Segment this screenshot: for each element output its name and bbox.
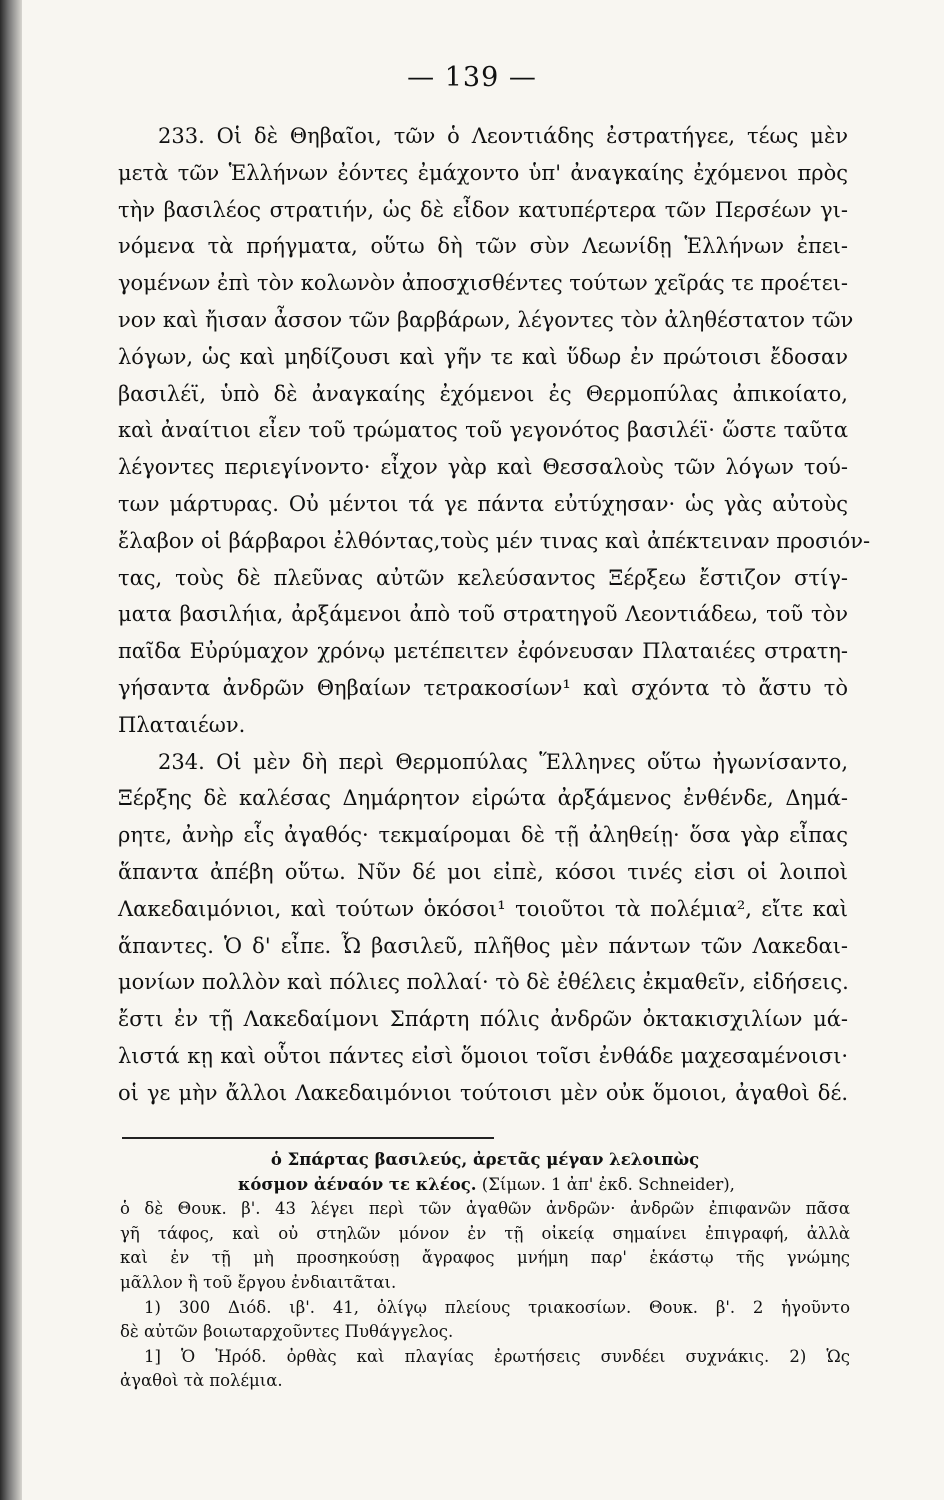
note-line: 1] Ὁ Ἡρόδ. ὀρθὰς καὶ πλαγίας ἐρωτήσεις συνδέει συχνάκις. 2) Ὡς bbox=[144, 1346, 850, 1366]
note-line: καὶ ἐν τῇ μὴ προσηκούσῃ ἄγραφος μνήμη παρ' ἑκάστῳ τῆς γνώμης bbox=[120, 1248, 850, 1268]
text-line: νον καὶ ἤισαν ἆσσον τῶν βαρβάρων, λέγοντες τὸν ἀληθέστατον τῶν bbox=[118, 307, 854, 332]
text-line: 234. Οἱ μὲν δὴ περὶ Θερμοπύλας Ἕλληνες οὕτω ἠγωνίσαντο, bbox=[158, 749, 848, 774]
main-text bbox=[118, 118, 871, 1112]
text-line: λιστά κῃ καὶ οὗτοι πάντες εἰσὶ ὅμοιοι τοῖσι ἐνθάδε μαχεσαμένοισι· bbox=[118, 1043, 848, 1068]
text-line: παῖδα Εὐρύμαχον χρόνῳ μετέπειτεν ἐφόνευσαν Πλαταιέες στρατη- bbox=[118, 639, 848, 664]
note-line: δὲ αὐτῶν βοιωταρχοῦντες Πυθάγγελος. bbox=[120, 1322, 454, 1342]
footnote-rule bbox=[122, 1137, 494, 1139]
text-line: ματα βασιλήια, ἀρξάμενοι ἀπὸ τοῦ στρατηγοῦ Λεοντιάδεω, τοῦ τὸν bbox=[118, 602, 848, 627]
text-line: ἔλαβον οἱ βάρβαροι ἐλθόντας,τοὺς μέν τινας καὶ ἀπέκτειναν προσιόν- bbox=[118, 528, 871, 553]
note-line: γῆ τάφος, καὶ οὐ στηλῶν μόνον ἐν τῇ οἰκείᾳ σημαίνει ἐπιγραφή, ἀλλὰ bbox=[120, 1223, 850, 1243]
text-line: λέγοντες περιεγίνοντο· εἶχον γὰρ καὶ Θεσσαλοὺς τῶν λόγων τού- bbox=[118, 455, 848, 480]
text-line: ἅπαντα ἀπέβη οὕτω. Νῦν δέ μοι εἰπὲ, κόσοι τινές εἰσι οἱ λοιποὶ bbox=[118, 859, 848, 884]
text-line: βασιλέϊ, ὑπὸ δὲ ἀναγκαίης ἐχόμενοι ἐς Θερμοπύλας ἀπικοίατο, bbox=[118, 381, 848, 406]
note-line: 1) 300 Διόδ. ιβ'. 41, ὀλίγῳ πλείους τριακοσίων. Θουκ. β'. 2 ἡγοῦντο bbox=[144, 1297, 850, 1317]
note-line: ἀγαθοὶ τὰ πολέμια. bbox=[120, 1371, 283, 1391]
quote-line bbox=[120, 1173, 850, 1198]
page-binding-shadow bbox=[0, 0, 22, 1500]
quote-source: (Σίμων. 1 ἀπ' ἐκδ. Schneider), bbox=[481, 1174, 735, 1194]
text-line: τὴν βασιλέος στρατιήν, ὡς δὲ εἶδον κατυπέρτερα τῶν Περσέων γι- bbox=[118, 197, 848, 222]
text-line: Ξέρξης δὲ καλέσας Δημάρητον εἰρώτα ἀρξάμενος ἐνθένδε, Δημά- bbox=[118, 786, 848, 811]
text-line: λόγων, ὡς καὶ μηδίζουσι καὶ γῆν τε καὶ ὕδωρ ἐν πρώτοισι ἔδοσαν bbox=[118, 344, 848, 369]
text-line: καὶ ἀναίτιοι εἶεν τοῦ τρώματος τοῦ γεγονότος βασιλέϊ· ὥστε ταῦτα bbox=[118, 418, 848, 443]
text-line: νόμενα τὰ πρήγματα, οὕτω δὴ τῶν σὺν Λεωνίδῃ Ἑλλήνων ἐπει- bbox=[118, 234, 848, 259]
text-line: ἔστι ἐν τῇ Λακεδαίμονι Σπάρτη πόλις ἀνδρῶν ὀκτακισχιλίων μά- bbox=[118, 1007, 848, 1032]
note-line: μᾶλλον ἢ τοῦ ἔργου ἐνδιαιτᾶται. bbox=[120, 1272, 397, 1292]
text-line: τας, τοὺς δὲ πλεῦνας αὐτῶν κελεύσαντος Ξέρξεω ἔστιζον στίγ- bbox=[118, 565, 848, 590]
text-line: ρητε, ἀνὴρ εἷς ἀγαθός· τεκμαίρομαι δὲ τῇ ἀληθείῃ· ὅσα γὰρ εἶπας bbox=[118, 823, 848, 848]
footnotes bbox=[120, 1148, 850, 1394]
text-line: οἱ γε μὴν ἄλλοι Λακεδαιμόνιοι τούτοισι μὲν οὐκ ὅμοιοι, ἀγαθοὶ δέ. bbox=[118, 1080, 848, 1105]
text-line: Λακεδαιμόνιοι, καὶ τούτων ὁκόσοι¹ τοιοῦτοι τὰ πολέμια², εἴτε καὶ bbox=[118, 896, 848, 921]
text-line: των μάρτυρας. Οὐ μέντοι τά γε πάντα εὐτύχησαν· ὡς γὰς αὐτοὺς bbox=[118, 491, 848, 516]
text-line: 233. Οἱ δὲ Θηβαῖοι, τῶν ὁ Λεοντιάδης ἐστρατήγεε, τέως μὲν bbox=[158, 124, 848, 148]
text-line: μετὰ τῶν Ἑλλήνων ἐόντες ἐμάχοντο ὑπ' ἀναγκαίης ἐχόμενοι πρὸς bbox=[118, 160, 848, 185]
text-line: γήσαντα ἀνδρῶν Θηβαίων τετρακοσίων¹ καὶ σχόντα τὸ ἄστυ τὸ bbox=[118, 675, 848, 700]
text-line: μονίων πολλὸν καὶ πόλιες πολλαί· τὸ δὲ ἐθέλεις ἐκμαθεῖν, εἰδήσεις. bbox=[118, 970, 849, 995]
text-line: Πλαταιέων. bbox=[118, 712, 246, 737]
text-line: ἅπαντες. Ὁ δ' εἶπε. Ὦ βασιλεῦ, πλῆθος μὲν πάντων τῶν Λακεδαι- bbox=[118, 933, 848, 958]
quote-bold: κόσμον ἀέναόν τε κλέος. bbox=[238, 1174, 477, 1194]
text-line: γομένων ἐπὶ τὸν κολωνὸν ἀποσχισθέντες τούτων χεῖράς τε προέτει- bbox=[118, 271, 848, 296]
page-number: — 139 — bbox=[407, 62, 537, 93]
note-line: ὁ δὲ Θουκ. β'. 43 λέγει περὶ τῶν ἀγαθῶν ἀνδρῶν· ἀνδρῶν ἐπιφανῶν πᾶσα bbox=[120, 1199, 850, 1219]
quote-line: ὁ Σπάρτας βασιλεύς, ἀρετᾶς μέγαν λελοιπὼς bbox=[270, 1150, 700, 1169]
